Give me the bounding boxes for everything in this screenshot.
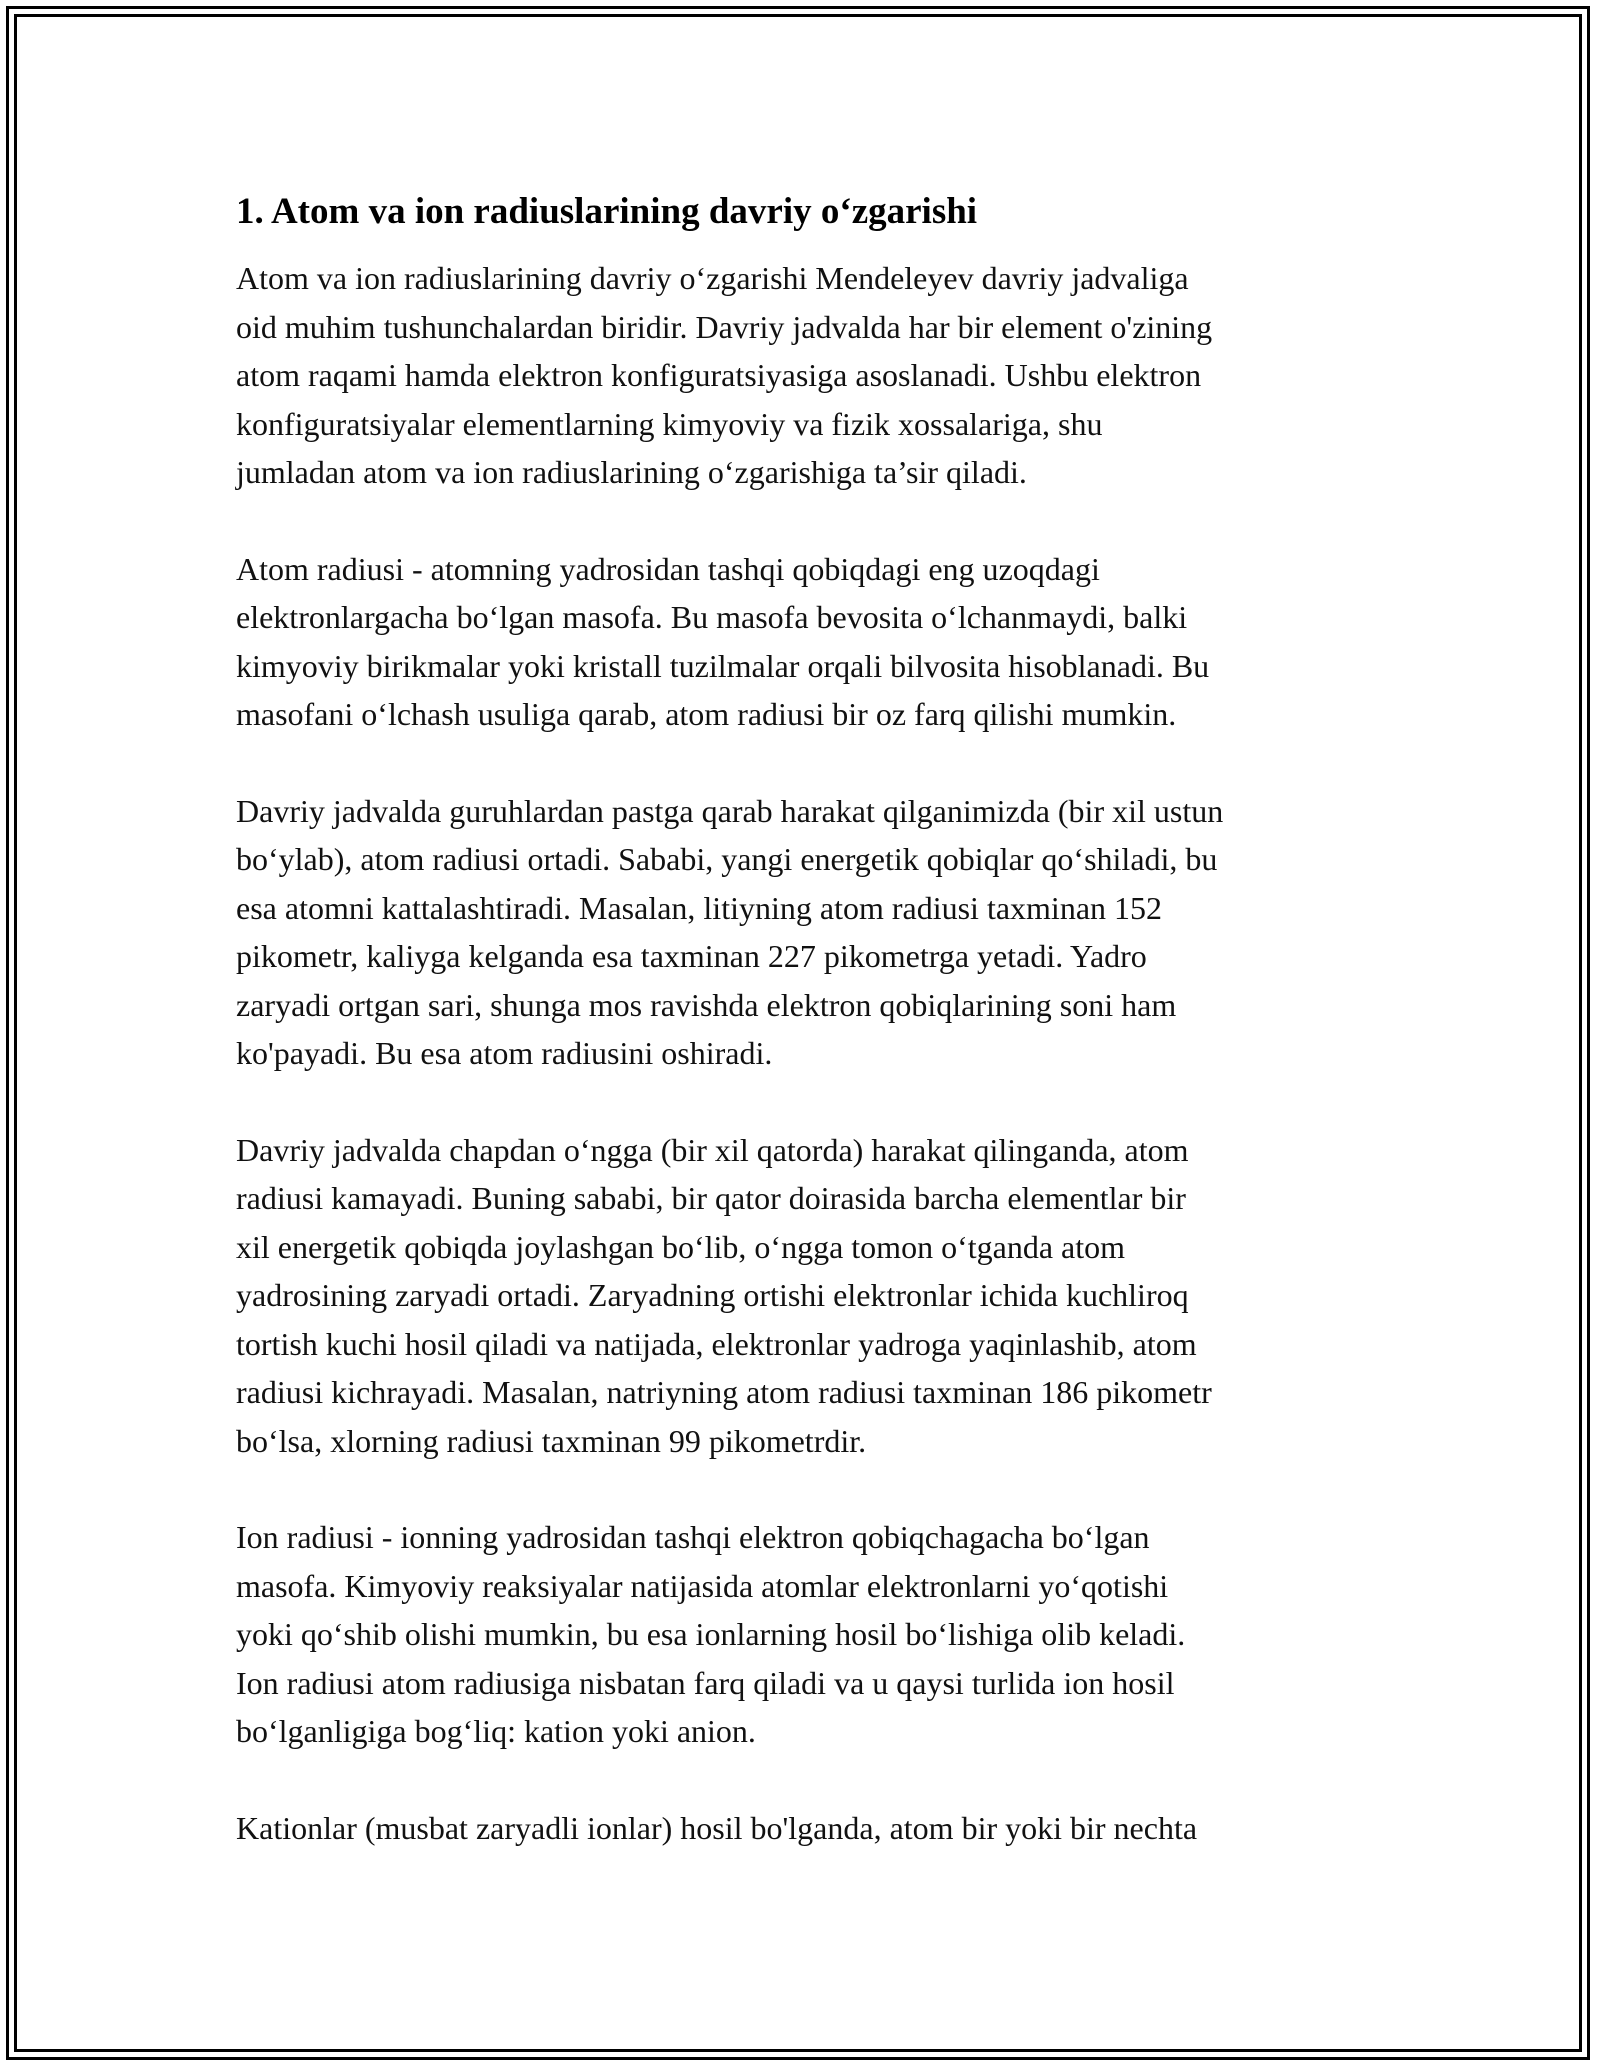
text-line: bo‘lganligiga bog‘liq: kation yoki anion. (236, 1713, 756, 1749)
paragraph-atom-radius (236, 545, 1376, 739)
paragraph-cations (236, 1804, 1376, 1853)
text-line: zaryadi ortgan sari, shunga mos ravishda elektron qobiqlarining soni ham (236, 986, 1177, 1023)
text-line: bo‘ylab), atom radiusi ortadi. Sababi, yangi energetik qobiqlar qo‘shiladi, bu (236, 841, 1218, 877)
text-line: yadrosining zaryadi ortadi. Zaryadning ortishi elektronlar ichida kuchliroq (236, 1277, 1189, 1313)
text-line: kimyoviy birikmalar yoki kristall tuzilmalar orqali bilvosita hisoblanadi. Bu (236, 647, 1210, 684)
text-line: Kationlar (musbat zaryadli ionlar) hosil bo'lganda, atom bir yoki bir nechta (236, 1809, 1198, 1846)
text-line: esa atomni kattalashtiradi. Masalan, litiyning atom radiusi taxminan 152 (236, 889, 1163, 926)
text-line: tortish kuchi hosil qiladi va natijada, elektronlar yadroga yaqinlashib, atom (236, 1325, 1197, 1362)
text-line: Ion radiusi - ionning yadrosidan tashqi elektron qobiqchagacha bo‘lgan (236, 1519, 1150, 1555)
page-title: 1. Atom va ion radiuslarining davriy o‘zgarishi (236, 191, 978, 232)
paragraph-period-trend (236, 1126, 1376, 1466)
paragraph-ion-radius (236, 1513, 1376, 1756)
text-line: Davriy jadvalda chapdan o‘ngga (bir xil qatorda) harakat qilinganda, atom (236, 1131, 1189, 1168)
paragraph-group-trend (236, 787, 1376, 1078)
text-line: elektronlargacha bo‘lgan masofa. Bu masofa bevosita o‘lchanmaydi, balki (236, 599, 1188, 635)
text-line: masofa. Kimyoviy reaksiyalar natijasida atomlar elektronlarni yo‘qotishi (236, 1567, 1169, 1604)
text-line: Davriy jadvalda guruhlardan pastga qarab harakat qilganimizda (bir xil ustun (236, 792, 1224, 829)
text-line: atom raqami hamda elektron konfiguratsiyasiga asoslanadi. Ushbu elektron (236, 357, 1202, 393)
text-line: ko'payadi. Bu esa atom radiusini oshiradi. (236, 1035, 773, 1071)
text-line: masofani o‘lchash usuliga qarab, atom radiusi bir oz farq qilishi mumkin. (236, 696, 1177, 732)
document-body (236, 188, 1376, 1900)
text-line: pikometr, kaliyga kelganda esa taxminan 227 pikometrga yetadi. Yadro (236, 938, 1147, 974)
text-line: yoki qo‘shib olishi mumkin, bu esa ionlarning hosil bo‘lishiga olib keladi. (236, 1616, 1186, 1652)
text-line: Atom va ion radiuslarining davriy o‘zgarishi Mendeleyev davriy jadvaliga (236, 260, 1189, 296)
text-line: radiusi kamayadi. Buning sababi, bir qator doirasida barcha elementlar bir (236, 1180, 1186, 1216)
text-line: oid muhim tushunchalardan biridir. Davriy jadvalda har bir element o'zining (236, 308, 1213, 345)
text-line: jumladan atom va ion radiuslarining o‘zgarishiga ta’sir qiladi. (236, 454, 1027, 490)
text-line: konfiguratsiyalar elementlarning kimyoviy va fizik xossalariga, shu (236, 405, 1103, 442)
text-line: bo‘lsa, xlorning radiusi taxminan 99 pikometrdir. (236, 1422, 867, 1459)
text-line: Atom radiusi - atomning yadrosidan tashqi qobiqdagi eng uzoqdagi (236, 550, 1100, 587)
paragraph-intro (236, 254, 1376, 497)
text-line: Ion radiusi atom radiusiga nisbatan farq qiladi va u qaysi turlida ion hosil (236, 1664, 1175, 1701)
text-line: xil energetik qobiqda joylashgan bo‘lib, o‘ngga tomon o‘tganda atom (236, 1228, 1125, 1265)
text-line: radiusi kichrayadi. Masalan, natriyning atom radiusi taxminan 186 pikometr (236, 1374, 1212, 1410)
